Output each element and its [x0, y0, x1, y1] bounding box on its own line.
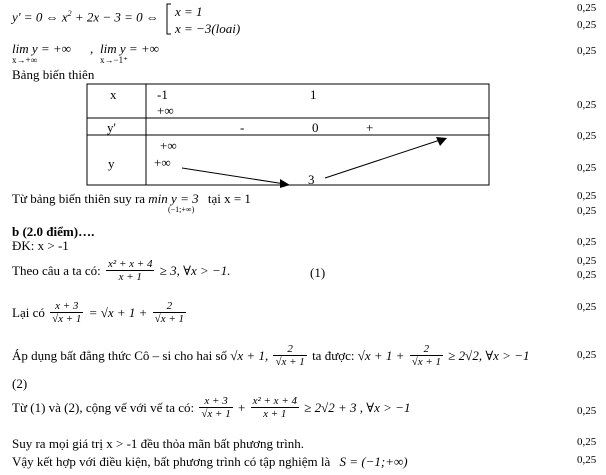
score-1: 0,25 — [577, 2, 597, 14]
limit-2: lim y = +∞ — [100, 41, 159, 56]
table-yp-label: y' — [107, 120, 116, 135]
score-13: 0,25 — [577, 301, 597, 313]
score-11: 0,25 — [577, 255, 597, 267]
table-x-value-1: -1 — [157, 87, 168, 102]
suy-ra-line: Suy ra mọi giá trị x > -1 đều thỏa mãn bất phương trình. — [12, 436, 305, 451]
score-2: 0,25 — [577, 19, 597, 31]
score-16: 0,25 — [577, 436, 597, 448]
limit-1: lim y = +∞ — [12, 41, 71, 56]
score-8: 0,25 — [577, 205, 597, 217]
lai-line: Lại có $\frac{x + 3}{√x + 1}$ = √x + 1 + $\frac{2}{√x + 1}$ — [12, 300, 185, 325]
apdung-line: Áp dụng bất đẳng thức Cô – si cho hai số √x + 1, $\frac{2}{√x + 1}$ ta được: √x + 1 + $\frac{2}{√x + 1}$ ≥ 2√2, ∀x > −1 — [12, 343, 530, 368]
tu-line: Từ (1) và (2), cộng vế với vế ta có: $\frac{x + 3}{√x + 1}$ + $\frac{\text{x² + x + 4}}{x + 1}$ ≥ 2√2 + 3 , ∀x > −1 — [12, 395, 411, 420]
table-y-min: 3 — [308, 172, 315, 187]
score-10: 0,25 — [577, 269, 597, 281]
tag-2: (2) — [12, 376, 28, 391]
limit-2-sub: x→−1⁺ — [100, 55, 128, 65]
tag-1: (1) — [310, 265, 326, 280]
score-7: 0,25 — [577, 190, 597, 202]
table-title: Bảng biến thiên — [12, 67, 95, 82]
score-9: 0,25 — [577, 236, 597, 248]
limit-sep: , — [90, 41, 94, 56]
conclusion-1: Từ bảng biến thiên suy ra min y = 3 tại x = 1 — [12, 191, 251, 206]
conclusion-1-sub: (−1;+∞) — [168, 205, 195, 214]
final-line: Vậy kết hợp với điều kiện, bất phương trình có tập nghiệm là S = (−1;+∞) — [12, 454, 408, 469]
limit-1-sub: x→+∞ — [12, 55, 37, 65]
table-yp-minus: - — [240, 120, 245, 135]
table-yp-plus: + — [366, 120, 374, 135]
score-4: 0,25 — [577, 99, 597, 111]
table-y-inf-1: +∞ — [160, 138, 177, 153]
table-x-label: x — [110, 87, 117, 102]
table-y-label: y — [108, 156, 115, 171]
score-15: 0,25 — [577, 405, 597, 417]
theo-line: Theo câu a ta có: $\frac{\text{x² + x + 4}}{x + 1}$ ≥ 3, ∀x > −1. — [12, 258, 231, 283]
condition: ĐK: x > -1 — [12, 238, 69, 253]
table-y-inf-2: +∞ — [154, 155, 171, 170]
score-5: 0,25 — [577, 130, 597, 142]
table-yp-zero: 0 — [312, 120, 319, 135]
score-17: 0,25 — [577, 454, 597, 466]
derivative-equation: y' = 0 ⇔ $x^2 + 2x - 3 = 0$ ⇔ — [12, 9, 159, 25]
part-b-heading: b (2.0 điểm)…. — [12, 224, 95, 239]
score-6: 0,25 — [577, 162, 597, 174]
case-1: x = 1 — [175, 4, 203, 19]
case-2: x = −3(loai) — [175, 21, 241, 36]
table-x-inf: +∞ — [157, 103, 174, 118]
score-3: 0,25 — [577, 45, 597, 57]
score-14: 0,25 — [577, 349, 597, 361]
table-x-value-2: 1 — [310, 87, 317, 102]
